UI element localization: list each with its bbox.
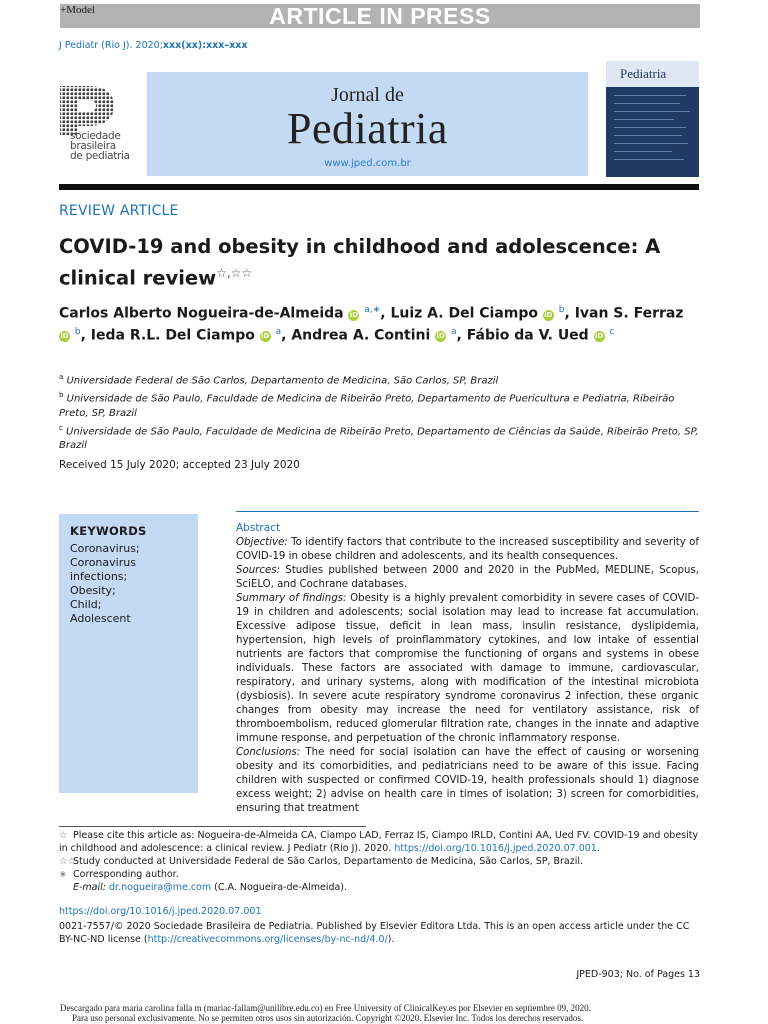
study-footnote: ☆☆Study conducted at Universidade Federal de São Carlos, Departamento de Medicina, São Carlos, SP, Brazil. [59, 856, 584, 867]
sbp-name: sociedade brasileira de pediatria [70, 130, 130, 162]
cover-text-line [614, 103, 680, 104]
author-separator: , [80, 327, 86, 344]
cover-text-line [614, 95, 686, 96]
author-affiliation-mark[interactable]: b [558, 305, 565, 315]
abstract-section-label: Conclusions: [236, 747, 301, 758]
page-info: JPED-903; No. of Pages 13 [576, 969, 700, 980]
author-separator: , [281, 327, 287, 344]
journal-prefix: Jornal de [331, 84, 404, 106]
keywords-heading: KEYWORDS [70, 524, 147, 538]
cover-title: Pediatria [620, 66, 667, 81]
keyword-item[interactable]: Coronavirus; [70, 542, 140, 555]
abstract-heading: Abstract [236, 522, 281, 534]
author-affiliation-mark[interactable]: a [451, 326, 457, 337]
received-dates: Received 15 July 2020; accepted 23 July 2020 [59, 459, 300, 471]
footnote-mark: ☆☆ [59, 856, 77, 867]
cover-text-line [614, 135, 682, 136]
cover-text-line [614, 119, 674, 120]
author-affiliation-mark[interactable]: a,∗ [364, 305, 381, 315]
abstract-section-text: Obesity is a highly prevalent comorbidity in severe cases of COVID-19 in children and adolescents; social isolation may lead to increase fat accumulation. Excessive adipose tissue, deficit in lean mass, insulin resistance, dyslipidemia, hypertension, high levels of proinflammatory cytokines, and low intake of essential nutrients are factors that compromise the functioning of organs and systems in obese individuals. These factors are associated with damage to immune, cardiovascular, respiratory, and urinary systems, along with modification of the intestinal microbiota (dysbiosis). In severe acute respiratory syndrome coronavirus 2 infection, these organic changes from obesity may increase the need for ventilatory assistance, risk of thromboembolism, reduced glomerular filtration rate, changes in the innate and adaptive immune response, and perpetuation of the chronic inflammatory response. [236, 593, 700, 744]
abstract-section [236, 564, 699, 592]
keyword-item[interactable]: Coronavirus [70, 556, 136, 569]
copyright-notice: 0021-7557/© 2020 Sociedade Brasileira de Pediatria. Published by Elsevier Editora Ltda. This is an open access article under the CC BY-NC-ND license (http://creativecommons.org/licenses/by-nc-nd/4.0/). [59, 921, 690, 945]
citation-prefix: J Pediatr (Rio J). 2020; [59, 40, 163, 51]
affiliation-item [59, 388, 699, 420]
author-separator: , [564, 305, 570, 322]
orcid-icon[interactable]: iD [436, 332, 445, 341]
citation-volume: xxx(xx):xxx–xxx [162, 40, 248, 51]
abstract-section-label: Sources: [236, 565, 280, 576]
cover-text-line [614, 151, 672, 152]
abstract-section-text: Studies published between 2000 and 2020 in the PubMed, MEDLINE, Scopus, SciELO, and Cochrane databases. [236, 565, 699, 590]
corresponding-footnote: ∗ Corresponding author. [59, 869, 179, 880]
citation-footnote: ☆ Please cite this article as: Nogueira-de-Almeida CA, Ciampo LAD, Ferraz IS, Ciampo IRLD, Contini AA, Ued FV. COVID-19 and obesity in childhood and adolescence: a clinical review. J Pediatr (Rio J). 2020. https://doi.org/10.1016/j.jped.2020.07.001. [59, 830, 699, 854]
cover-text-line [614, 127, 686, 128]
affiliation-text: Universidade de São Paulo, Faculdade de Medicina de Ribeirão Preto, Departamento de Puericultura e Pediatria, Ribeirão Preto, SP, Brazil [59, 393, 675, 419]
author-list [59, 301, 699, 344]
author-name[interactable]: Andrea A. Contini [291, 327, 431, 344]
email-link[interactable]: dr.nogueira@me.com [109, 882, 212, 893]
author-name[interactable]: Carlos Alberto Nogueira-de-Almeida [59, 305, 344, 322]
license-link[interactable]: http://creativecommons.org/licenses/by-nc-nd/4.0/ [147, 934, 388, 945]
orcid-icon[interactable]: iD [349, 310, 359, 319]
orcid-icon[interactable]: iD [60, 332, 69, 341]
author-name[interactable]: Ieda R.L. Del Ciampo [90, 327, 255, 344]
keyword-item[interactable]: Child; [70, 598, 102, 611]
author-affiliation-mark[interactable]: c [609, 326, 615, 337]
affiliation-text: Universidade Federal de São Carlos, Departamento de Medicina, São Carlos, SP, Brazil [63, 375, 499, 387]
journal-name: Pediatria [287, 104, 448, 153]
author-name[interactable]: Ivan S. Ferraz [574, 305, 684, 322]
sbp-logo [58, 84, 133, 166]
keywords-list [70, 542, 140, 626]
sbp-p-icon [58, 84, 116, 136]
header-rule [59, 184, 699, 190]
journal-citation[interactable] [59, 40, 248, 51]
cover-text-line [614, 143, 688, 144]
affiliations [59, 370, 699, 453]
email-footnote: E-mail: dr.nogueira@me.com (C.A. Nogueira-de-Almeida). [73, 882, 348, 893]
cover-text-line [614, 159, 684, 160]
footnote-mark: ☆ [59, 830, 68, 841]
affiliation-mark: a [59, 373, 64, 381]
article-type: REVIEW ARTICLE [59, 203, 179, 219]
keyword-item[interactable]: infections; [70, 570, 128, 583]
journal-url[interactable]: www.jped.com.br [324, 158, 411, 169]
title-footnote-marks[interactable]: ☆,☆☆ [216, 266, 253, 280]
abstract-section [236, 746, 699, 816]
abstract-section [236, 536, 699, 564]
model-label: +Model [60, 4, 95, 16]
article-title [59, 233, 699, 292]
affiliation-mark: c [59, 423, 63, 432]
cover-text-line [614, 111, 690, 112]
doi-link[interactable]: https://doi.org/10.1016/j.jped.2020.07.001 [59, 906, 262, 917]
download-note: Descargado para maria carolina falla m (mariac-fallam@unilibre.edu.co) en Free University of ClinicalKey.es por Elsevier en septiembre 09, 2020. Para uso personal exclusivamente. No se permiten otros usos sin autorización. Copyright ©2020. Elsevier Inc. Todos los derechos reservados. [60, 1003, 591, 1023]
citation-doi-link[interactable]: https://doi.org/10.1016/j.jped.2020.07.001 [394, 843, 597, 854]
affiliation-mark: b [59, 391, 64, 400]
article-in-press-banner: ARTICLE IN PRESS [269, 3, 491, 29]
abstract-rule [236, 511, 699, 512]
orcid-icon[interactable]: iD [544, 310, 553, 319]
affiliation-text: Universidade de São Paulo, Faculdade de Medicina de Ribeirão Preto, Departamento de Ciências da Saúde, Ribeirão Preto, SP, Brazil [59, 425, 699, 451]
author-name[interactable]: Fábio da V. Ued [466, 327, 589, 344]
keyword-item[interactable]: Obesity; [70, 584, 116, 597]
abstract-section [236, 592, 699, 746]
abstract-section-text: The need for social isolation can have the effect of causing or worsening obesity and its comorbidities, and pediatricians need to be aware of this issue. Facing children with suspected or confirmed COVID-19, health professionals should 1) diagnose excess weight; 2) advise on health care in times of isolation; 3) screen for comorbidities, ensuring that treatment [236, 747, 699, 814]
abstract-body [236, 536, 699, 816]
affiliation-item [59, 421, 699, 453]
orcid-icon[interactable]: iD [594, 332, 604, 341]
footnote-mark: ∗ [59, 869, 67, 880]
footnote-rule [59, 826, 366, 827]
email-label: E-mail: [73, 882, 106, 893]
author-separator: , [456, 327, 462, 344]
affiliation-item [59, 370, 699, 388]
abstract-section-label: Summary of findings: [236, 593, 347, 604]
article-title-text: COVID-19 and obesity in childhood and adolescence: A clinical review [59, 235, 661, 290]
keyword-item[interactable]: Adolescent [70, 612, 131, 625]
author-separator: , [380, 305, 386, 322]
author-name[interactable]: Luiz A. Del Ciampo [390, 305, 539, 322]
author-affiliation-mark[interactable]: a [275, 326, 282, 337]
abstract-section-text: To identify factors that contribute to the increased susceptibility and severity of COVID-19 in obese children and adolescents, and its health consequences. [236, 537, 699, 562]
orcid-icon[interactable]: iD [261, 332, 270, 341]
author-affiliation-mark[interactable]: b [74, 326, 81, 337]
abstract-section-label: Objective: [236, 537, 288, 548]
